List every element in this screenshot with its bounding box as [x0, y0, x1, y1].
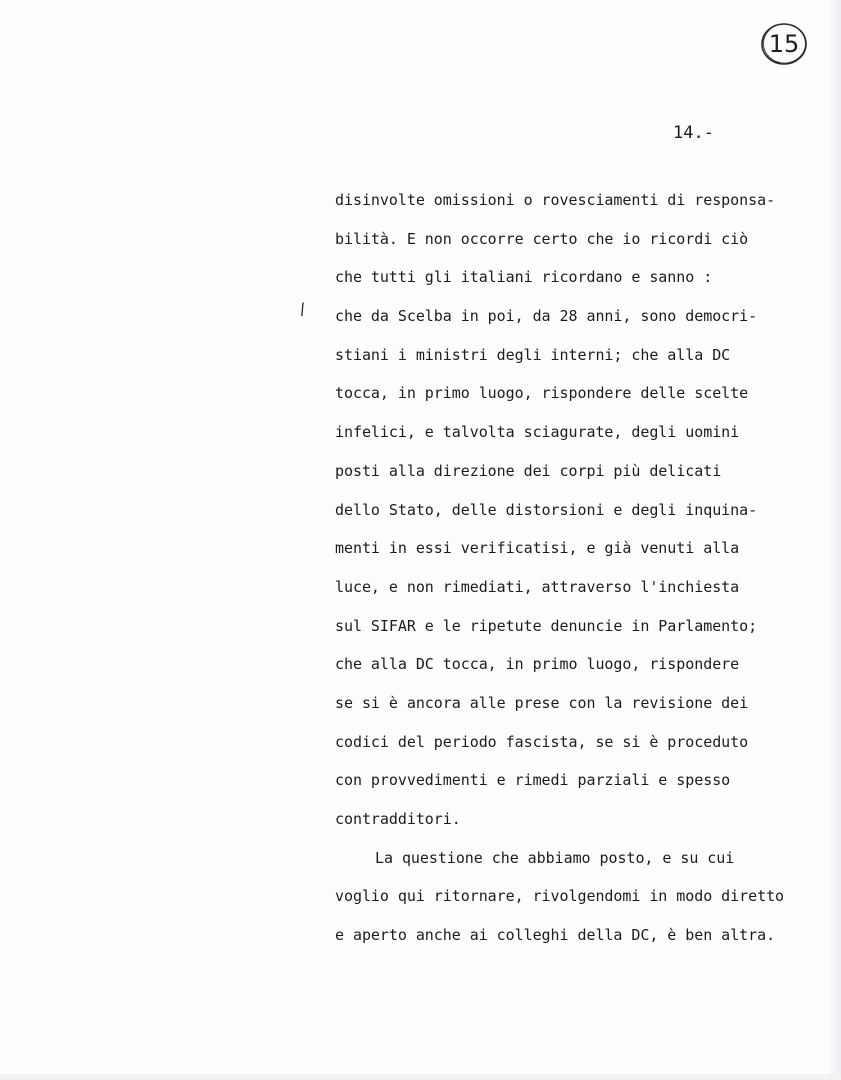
text-line: che da Scelba in poi, da 28 anni, sono democri-	[335, 307, 758, 326]
paragraph-start-line: La questione che abbiamo posto, e su cui	[375, 848, 735, 867]
text-line: sul SIFAR e le ripetute denuncie in Parlamento;	[335, 616, 758, 635]
text-line: tocca, in primo luogo, rispondere delle scelte	[335, 384, 749, 403]
text-line: disinvolte omissioni o rovesciamenti di responsa-	[335, 191, 776, 209]
text-line: stiani i ministri degli interni; che alla DC	[335, 345, 731, 364]
text-line: con provvedimenti e rimedi parziali e spesso	[335, 771, 731, 790]
text-line: contradditori.	[335, 810, 461, 828]
page-number-stamp	[759, 20, 809, 68]
text-line: voglio qui ritornare, rivolgendomi in modo diretto	[335, 887, 785, 906]
text-line: menti in essi verificatisi, e già venuti alla	[335, 539, 740, 558]
text-line: che tutti gli italiani ricordano e sanno :	[335, 268, 713, 287]
body-text	[335, 181, 835, 955]
stamp-number: 15	[768, 30, 800, 58]
page-number: 14.-	[673, 123, 714, 143]
text-line: e aperto anche ai colleghi della DC, è ben altra.	[335, 926, 776, 945]
text-line: se si è ancora alle prese con la revisione dei	[335, 693, 749, 712]
text-line: dello Stato, delle distorsioni e degli inquina-	[335, 500, 758, 519]
page-bottom-edge	[0, 1074, 841, 1080]
text-line: bilità. E non occorre certo che io ricordi ciò	[335, 229, 749, 248]
text-line: infelici, e talvolta sciagurate, degli uomini	[335, 423, 740, 442]
text-line: codici del periodo fascista, se si è proceduto	[335, 732, 749, 751]
text-line: luce, e non rimediati, attraverso l'inchiesta	[335, 577, 740, 596]
text-line: posti alla direzione dei corpi più delicati	[335, 461, 722, 480]
text-line: che alla DC tocca, in primo luogo, rispondere	[335, 655, 740, 674]
margin-mark: /	[295, 298, 310, 320]
